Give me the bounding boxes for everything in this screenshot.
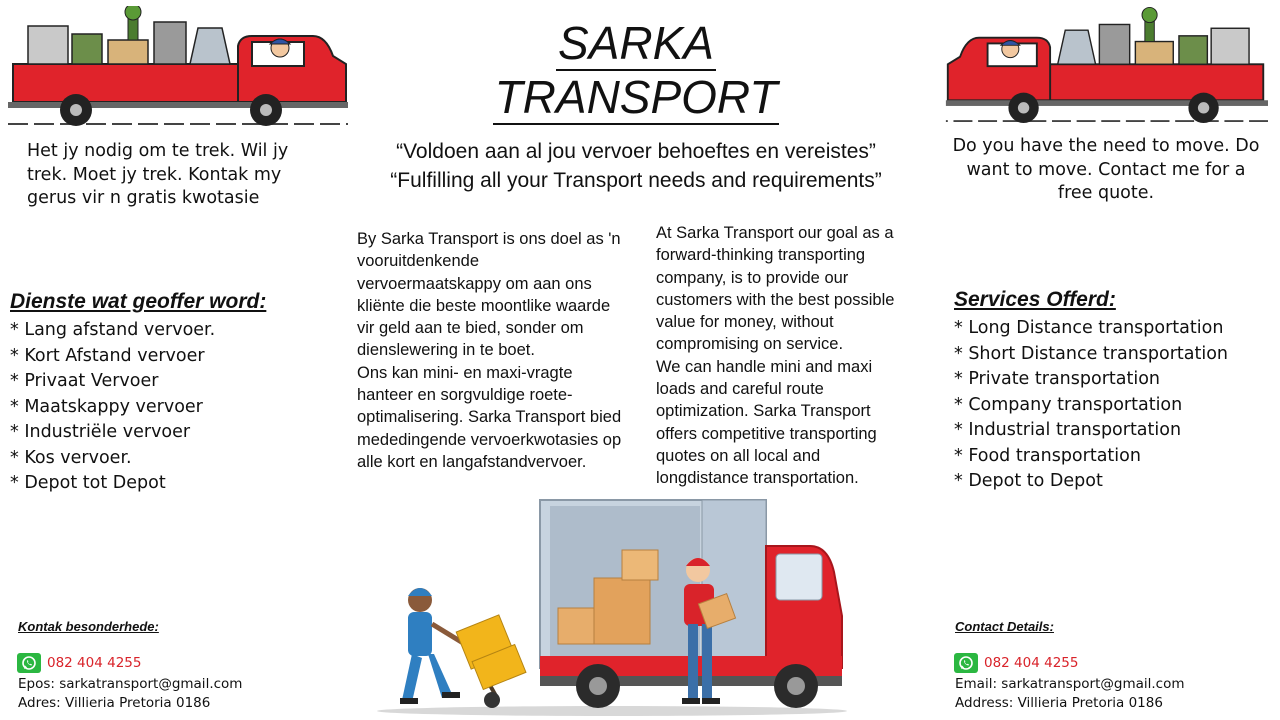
services-heading-afrikaans: Dienste wat geoffer word: [10,290,267,313]
list-item: * Long Distance transportation [954,318,1224,338]
phone-number[interactable]: 082 404 4255 [984,655,1079,671]
services-list-afrikaans [10,318,215,497]
company-title-line2: TRANSPORT [494,71,778,123]
list-item: * Depot tot Depot [10,473,166,493]
list-item: * Depot to Depot [954,471,1103,491]
contact-heading-english: Contact Details: [955,619,1054,634]
phone-row-afrikaans[interactable] [17,653,141,673]
list-item: * Kort Afstand vervoer [10,345,205,366]
whatsapp-icon [17,653,41,673]
list-item: * Privaat Vervoer [10,371,159,391]
intro-english: Do you have the need to move. Do want to move. Contact me for a free quote. [952,136,1260,203]
list-item: * Industrial transportation [954,420,1182,440]
about-paragraph-english: At Sarka Transport our goal as a forward-thinking transporting company, is to provide our customers with the best possible value for money, without compromising on service. We can handle mini and maxi loads and careful route optimization. Sarka Transport offers competitive transporting quotes on all local and longdistance transportation. [656,224,895,488]
about-paragraph-afrikaans: By Sarka Transport is ons doel as 'n vooruitdenkende vervoermaatskappy om aan ons kliënte die beste moontlike waarde vir geld aan te bied, sonder om dienslewering in te boet. Ons kan mini- en maxi-vragte hanteer en sorgvuldige roete- optimalisering. Sarka Transport bied mededingende vervoerkwotasies op alle kort en langafstandvervoer. [357,230,622,471]
slogan-afrikaans: “Voldoen aan al jou vervoer behoeftes en vereistes” [396,140,876,163]
list-item: * Short Distance transportation [954,343,1229,364]
phone-number[interactable]: 082 404 4255 [47,655,142,671]
phone-row-english[interactable] [954,653,1078,673]
slogan-english: “Fulfilling all your Transport needs and requirements” [390,169,882,192]
services-heading-english: Services Offerd: [954,288,1116,311]
list-item: * Food transportation [954,445,1141,466]
delivery-truck-workers-illustration [372,496,850,718]
whatsapp-icon [954,653,978,673]
list-item: * Private transportation [954,369,1160,389]
intro-afrikaans: Het jy nodig om te trek. Wil jy trek. Moet jy trek. Kontak my gerus vir n gratis kwotasie [27,141,289,208]
list-item: * Industriële vervoer [10,422,191,442]
list-item: * Company transportation [954,394,1183,415]
postal-address: Adres: Villieria Pretoria 0186 [18,695,211,711]
postal-address: Address: Villieria Pretoria 0186 [955,695,1163,711]
list-item: * Lang afstand vervoer. [10,320,216,340]
services-list-english [954,316,1228,495]
email-address[interactable]: Epos: sarkatransport@gmail.com [18,676,243,692]
email-address[interactable]: Email: sarkatransport@gmail.com [955,676,1185,692]
list-item: * Maatskappy vervoer [10,396,203,417]
contact-heading-afrikaans: Kontak besonderhede: [18,619,159,634]
list-item: * Kos vervoer. [10,447,132,468]
company-title-line1: SARKA [558,17,714,69]
